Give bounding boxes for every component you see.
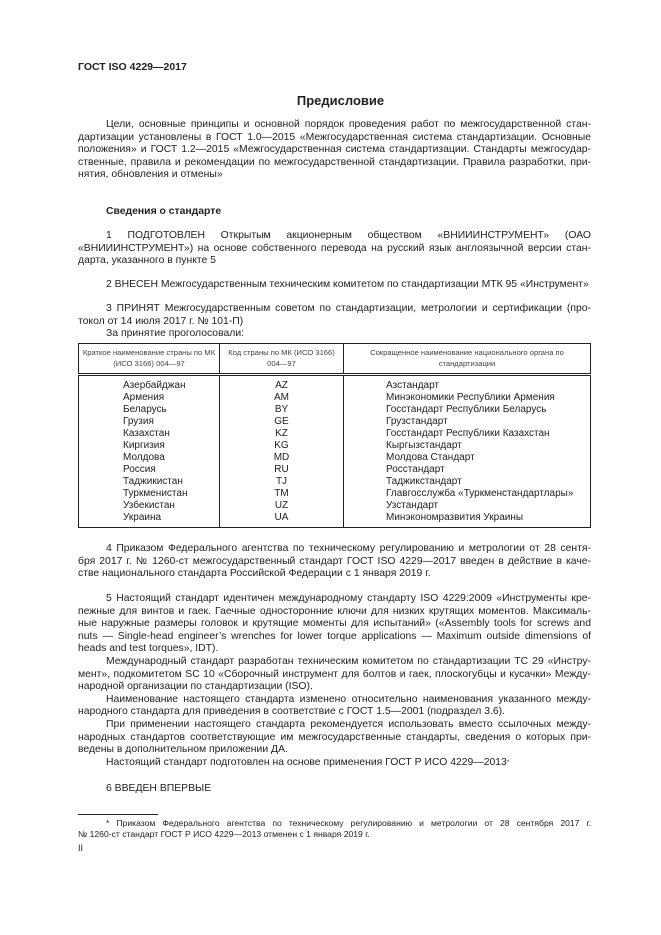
standards-body: Госстандарт Республики Беларусь	[344, 404, 591, 416]
voting-table	[78, 343, 591, 528]
standards-body: Росстандарт	[344, 464, 591, 476]
text-line: народного стандарта для приведения в соответствие с ГОСТ 1.5—2001 (подраздел 3.6).	[78, 706, 505, 718]
table-row	[79, 512, 591, 528]
standards-body: Узстандарт	[344, 500, 591, 512]
text-line: * Приказом Федерального агентства по техническому регулированию и метрологии от 28 сентября 2017 г.	[106, 818, 591, 828]
table-row	[79, 464, 591, 476]
text-line: мент», подкомитетом SC 10 «Сборочный инструмент для болтов и гаек, плоскогубцы и кусачки» Между-	[78, 668, 591, 680]
text-line: heads and test torques», IDT).	[78, 643, 219, 655]
text-line: При применении настоящего стандарта рекомендуется использовать вместо ссылочных между-	[106, 718, 591, 730]
standards-body: Таджикстандарт	[344, 476, 591, 488]
text-line: ведены в дополнительном приложении ДА.	[78, 744, 288, 756]
text-line: бря 2017 г. № 1260-ст межгосударственный стандарт ГОСТ ISO 4229—2017 введен в действие в каче-	[78, 555, 591, 567]
country-name: Туркменистан	[79, 488, 220, 500]
table-row	[79, 375, 591, 393]
text-line: народной организации по стандартизации (ISO).	[78, 681, 313, 693]
text-line: nuts — Single-head engineer’s wrenches for lower torque applications — Maximum outside dimensions of	[78, 630, 591, 642]
country-code: BY	[220, 404, 344, 416]
text-line: положения» и ГОСТ 1.2—2015 «Межгосударственная система стандартизации. Стандарты межгосудар-	[78, 144, 591, 156]
country-name: Россия	[79, 464, 220, 476]
column-header: Сокращенное наименование национального органа по стандартизации	[344, 344, 591, 375]
country-name: Таджикистан	[79, 476, 220, 488]
country-name: Армения	[79, 392, 220, 404]
standards-body: Кыргызстандарт	[344, 440, 591, 452]
footnote-divider	[78, 814, 158, 815]
country-code: UA	[220, 512, 344, 528]
text-line: 3 ПРИНЯТ Межгосударственным советом по стандартизации, метрологии и сертификации (про-	[106, 303, 591, 314]
country-code: MD	[220, 452, 344, 464]
section-heading: Сведения о стандарте	[106, 206, 222, 217]
text-line: дартизации установлены в ГОСТ 1.0—2015 «Межгосударственная система стандартизации. Основные	[78, 131, 591, 143]
table-row	[79, 476, 591, 488]
standards-body: Минэкономики Республики Армения	[344, 392, 591, 404]
text-line: дарта, указанного в пункте 5	[78, 255, 216, 267]
text-line: стве национального стандарта Российской Федерации с 1 января 2019 г.	[78, 568, 431, 580]
standards-body: Главгосслужба «Туркменстандартлары»	[344, 488, 591, 500]
text-line: народных стандартов соответствующие им межгосударственные стандарты, сведения о которых при-	[78, 731, 591, 743]
voted-label: За принятие проголосовали:	[106, 328, 245, 340]
text-line: токол от 14 июля 2017 г. № 101-П)	[78, 315, 244, 327]
text-line: ственные, правила и рекомендации по межгосударственной стандартизации. Правила разработки, при-	[78, 156, 591, 168]
text-line: № 1260-ст стандарт ГОСТ Р ИСО 4229—2013 отменен с 1 января 2019 г.	[78, 829, 370, 839]
item-6: 6 ВВЕДЕН ВПЕРВЫЕ	[106, 783, 212, 794]
text-span: Настоящий стандарт подготовлен на основе применения ГОСТ Р ИСО 4229—2013	[106, 756, 507, 768]
text-line: Цели, основные принципы и основной порядок проведения работ по межгосударственной стан-	[106, 119, 591, 130]
footnote	[78, 818, 591, 840]
country-name: Беларусь	[79, 404, 220, 416]
table-row	[79, 428, 591, 440]
country-code: UZ	[220, 500, 344, 512]
page-number: II	[78, 843, 84, 853]
country-code: KZ	[220, 428, 344, 440]
table-row	[79, 488, 591, 500]
text-line: нятия, обновления и отмены»	[78, 169, 223, 181]
standards-body: Грузстандарт	[344, 416, 591, 428]
table-row	[79, 452, 591, 464]
item-2: 2 ВНЕСЕН Межгосударственным техническим комитетом по стандартизации МТК 95 «Инструмент»	[106, 279, 589, 290]
intro-paragraph	[78, 119, 591, 182]
text-line: 1 ПОДГОТОВЛЕН Открытым акционерным обществом «ВНИИИНСТРУМЕНТ» (ОАО	[106, 230, 591, 241]
table-row	[79, 440, 591, 452]
country-code: KG	[220, 440, 344, 452]
country-name: Казахстан	[79, 428, 220, 440]
country-code: RU	[220, 464, 344, 476]
table-row	[79, 392, 591, 404]
country-name: Грузия	[79, 416, 220, 428]
text-line: пежные для винтов и гаек. Гаечные односторонние ключи для низких крутящих моментов. Максималь-	[78, 605, 591, 617]
country-name: Киргизия	[79, 440, 220, 452]
standards-body: Госстандарт Республики Казахстан	[344, 428, 591, 440]
country-code: TJ	[220, 476, 344, 488]
column-header: Краткое наименование страны по МК (ИСО 3166) 004—97	[79, 344, 220, 375]
text-line: Наименование настоящего стандарта изменено относительно наименования указанного между-	[106, 693, 591, 705]
country-name: Молдова	[79, 452, 220, 464]
text-line: 5 Настоящий стандарт идентичен международному стандарту ISO 4229:2009 «Инструменты кре-	[106, 593, 591, 604]
text-line: Международный стандарт разработан техническим комитетом по стандартизации ТС 29 «Инстру-	[106, 655, 591, 667]
table-row	[79, 500, 591, 512]
item-3	[78, 303, 591, 341]
country-name: Азербайджан	[79, 375, 220, 393]
text-line	[78, 757, 591, 770]
document-header: ГОСТ ISO 4229—2017	[78, 61, 187, 73]
item-5	[78, 593, 591, 769]
text-line: 4 Приказом Федерального агентства по техническому регулированию и метрологии от 28 сентя-	[106, 543, 591, 554]
text-line: ные наружные размеры головок и крутящие моменты для испытаний» («Assembly tools for screws and	[78, 618, 591, 630]
standards-body: Минэкономразвития Украины	[344, 512, 591, 528]
country-name: Узбекистан	[79, 500, 220, 512]
table-row	[79, 416, 591, 428]
country-code: GE	[220, 416, 344, 428]
footnote-marker[interactable]: *	[506, 759, 510, 766]
standards-body: Молдова Стандарт	[344, 452, 591, 464]
table-row	[79, 404, 591, 416]
standards-body: Азстандарт	[344, 375, 591, 393]
country-code: AZ	[220, 375, 344, 393]
text-line: «ВНИИИНСТРУМЕНТ») на основе собственного перевода на русский язык англоязычной версии стан-	[78, 242, 591, 254]
item-4	[78, 543, 591, 581]
page-title: Предисловие	[296, 93, 385, 108]
country-code: AM	[220, 392, 344, 404]
country-code: TM	[220, 488, 344, 500]
item-1	[78, 230, 591, 268]
country-name: Украина	[79, 512, 220, 528]
column-header: Код страны по МК (ИСО 3166) 004—97	[220, 344, 344, 375]
